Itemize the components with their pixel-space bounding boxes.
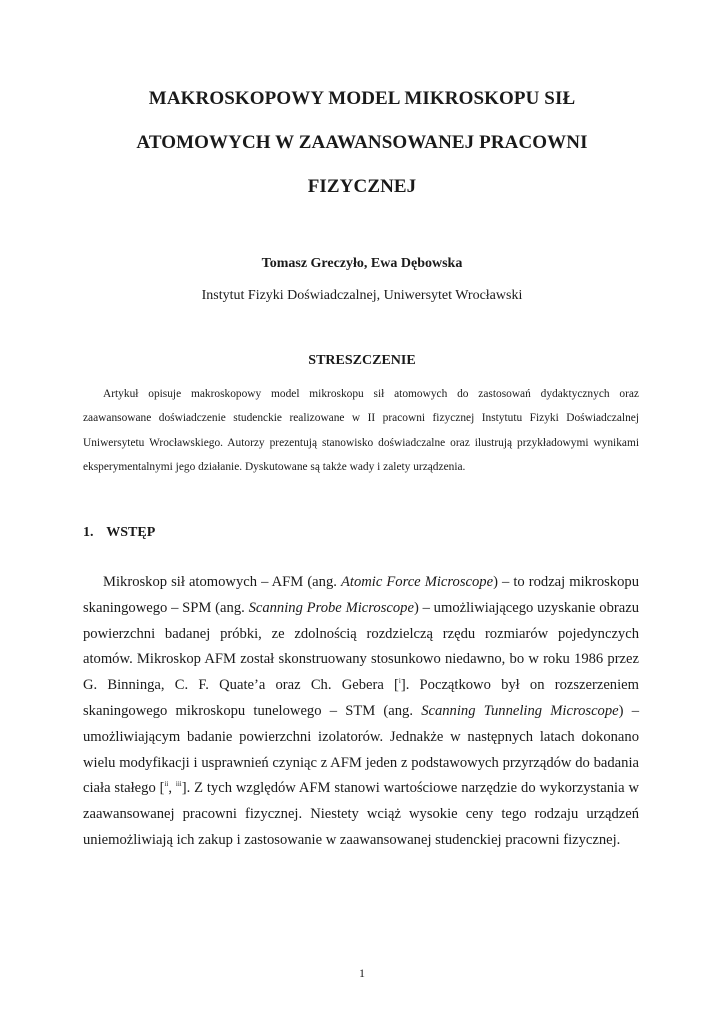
abstract-heading: STRESZCZENIE xyxy=(308,353,416,368)
body-term-stm: Scanning Tunneling Microscope xyxy=(421,702,619,719)
body-text-segment: ) – umożliwiającym badanie powierzchni izolatorów. Jednakże w następnych latach dokonano wielu modyfikacji i usprawnień czyniąc z AFM jeden z podstawowych przyrządów do badania ciała stałego [ xyxy=(83,702,639,797)
reference-marker[interactable]: iii xyxy=(175,780,182,789)
body-text-segment: , xyxy=(168,780,176,797)
title-line-3: FIZYCZNEJ xyxy=(307,176,417,197)
reference-marker[interactable]: i xyxy=(398,677,401,686)
body-text-block xyxy=(83,570,639,854)
body-text-segment: ]. Początkowo był on rozszerzeniem skaningowego mikroskopu tunelowego – STM (ang. xyxy=(83,677,639,719)
affiliation: Instytut Fizyki Doświadczalnej, Uniwersytet Wrocławski xyxy=(201,288,523,303)
page-number: 1 xyxy=(359,966,365,980)
section-heading xyxy=(83,525,155,541)
body-text-segment: ]. Z tych względów AFM stanowi wartościowe narzędzie do wykorzystania w zaawansowanej pracowni fizycznej. Niestety wciąż wysokie ceny tego rodzaju urządzeń uniemożliwiają ich zakup i zastosowanie w zaawansowanej studenckiej pracowni fizycznej. xyxy=(83,780,639,848)
body-term-spm: Scanning Probe Microscope xyxy=(248,599,414,616)
body-paragraph xyxy=(83,570,639,854)
body-text-segment: ) – to rodzaj mikroskopu skaningowego – SPM (ang. xyxy=(83,574,639,616)
authors: Tomasz Greczyło, Ewa Dębowska xyxy=(261,256,463,271)
section-title: WSTĘP xyxy=(106,525,156,540)
reference-marker[interactable]: ii xyxy=(164,780,169,789)
abstract-text-block xyxy=(83,382,639,479)
body-text-segment: ) – umożliwiającego uzyskanie obrazu powierzchni badanej próbki, ze zdolnością rozdzielczą rzędu rozmiarów pojedynczych atomów. Mikroskop AFM został skonstruowany stosunkowo niedawno, bo w roku 1986 przez G. Binninga, C. F. Quate’a oraz Ch. Gebera [ xyxy=(83,599,639,694)
title-line-2: ATOMOWYCH W ZAAWANSOWANEJ PRACOWNI xyxy=(136,132,588,153)
body-text-segment: Mikroskop sił atomowych – AFM (ang. xyxy=(103,574,341,590)
title-line-1: MAKROSKOPOWY MODEL MIKROSKOPU SIŁ xyxy=(148,88,576,109)
body-term-afm: Atomic Force Microscope xyxy=(340,574,494,590)
section-number: 1. xyxy=(83,525,94,540)
abstract-paragraph: Artykuł opisuje makroskopowy model mikroskopu sił atomowych do zastosowań dydaktycznych oraz zaawansowane doświadczenie studenckie realizowane w II pracowni fizycznej Instytutu Fizyki Doświadczalnej Uniwersytetu Wrocławskiego. Autorzy prezentują stanowisko doświadczalne oraz ilustrują przykładowymi wynikami eksperymentalnymi jego działanie. Dyskutowane są także wady i zalety urządzenia. xyxy=(83,388,639,473)
